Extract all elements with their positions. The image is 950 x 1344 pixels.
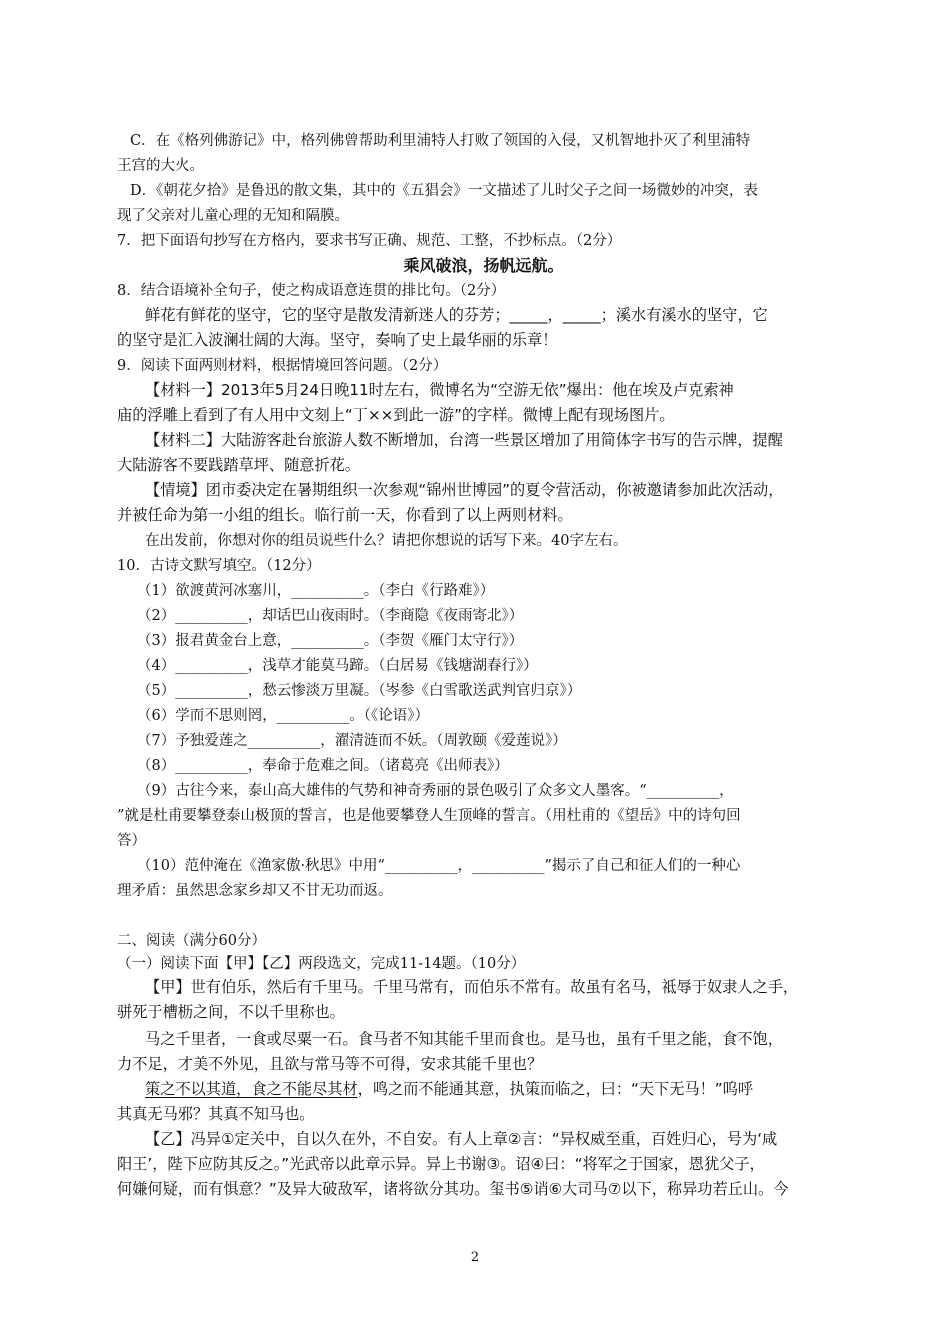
text-line-ja1: 【甲】世有伯乐，然后有千里马。千里马常有，而伯乐不常有。故虽有名马，祗辱于奴隶人之手， [145, 978, 799, 996]
text-line-qjb: 并被任命为第一小组的组长。临行前一天，你看到了以上两则材料。 [117, 506, 573, 524]
underlined-sentence-line [145, 1077, 850, 1101]
text-line-p10a: （10）范仲淹在《渔家傲·秋思》中用“__________，__________”揭示了自己和征人们的一种心 [137, 858, 741, 874]
text-line-p7: （7）予独爱莲之__________，濯清涟而不妖。（周敦颐《爱莲说》） [137, 733, 567, 749]
text-line-ja4: 力不足，才美不外见，且欲与常马等不可得，安求其能千里也？ [117, 1055, 543, 1073]
text-line-p4: （4）__________，浅草才能莫马蹄。（白居易《钱塘湖春行》） [137, 658, 538, 674]
text-line-ja3: 马之千里者，一食或尽粟一石。食马者不知其能千里而食也。是马也，虽有千里之能，食不饱， [145, 1030, 783, 1048]
text-line-q7: 7．把下面语句抄写在方格内，要求书写正确、规范、工整，不抄标点。（2分） [117, 233, 622, 249]
text-line-p10b: 理矛盾：虽然思念家乡却又不甘无功而返。 [117, 883, 393, 899]
text-line-p9c: 答） [117, 833, 146, 849]
text-line-s2a: （一）阅读下面【甲】【乙】两段选文，完成11-14题。（10分） [117, 956, 526, 972]
text-line-q7s: 乘风破浪，扬帆远航。 [403, 256, 564, 275]
text-line-m1b: 庙的浮雕上看到了有人用中文刻上“丁××到此一游”的字样。微博上配有现场图片。 [117, 406, 675, 424]
sentence-rest: ，鸣之而不能通其意，执策而临之，曰：“天下无马！”呜呼 [357, 1080, 754, 1098]
text-line-m2b: 大陆游客不要践踏草坪、随意折花。 [117, 456, 360, 474]
text-line-ja2: 骈死于槽枥之间，不以千里称也。 [117, 1003, 345, 1021]
text-line-q8a: 鲜花有鲜花的坚守，它的坚守是散发清新迷人的芬芳；_____，_____；溪水有溪水的坚守，它 [145, 306, 768, 324]
text-line-p3: （3）报君黄金台上意，__________。（李贺《雁门太守行》） [137, 633, 524, 649]
text-line-m1a: 【材料一】2013年5月24日晚11时左右，微博名为“空游无依”爆出：他在埃及卢克索神 [145, 381, 734, 399]
text-line-yi1: 【乙】冯异①定关中，自以久在外，不自安。有人上章②言：“异权威至重，百姓归心，号为‘咸 [145, 1130, 778, 1148]
text-line-q10: 10．古诗文默写填空。（12分） [117, 558, 321, 574]
text-line-p2: （2）__________，却话巴山夜雨时。（李商隐《夜雨寄北》） [137, 608, 524, 624]
text-line-q8b: 的坚守是汇入波澜壮阔的大海。坚守，奏响了史上最华丽的乐章！ [117, 331, 558, 349]
text-line-c2: 王宫的大火。 [117, 158, 204, 174]
text-line-q9ask: 在出发前，你想对你的组员说些什么？请把你想说的话写下来。40字左右。 [145, 533, 628, 549]
text-line-p5: （5）__________，愁云惨淡万里凝。（岑参《白雪歌送武判官归京》） [137, 683, 582, 699]
text-line-p6: （6）学而不思则罔，__________。（《论语》） [137, 708, 429, 724]
text-line-q9: 9．阅读下面两则材料，根据情境回答问题。（2分） [117, 358, 448, 374]
text-line-p9b: ”就是杜甫要攀登泰山极顶的誓言，也是他要攀登人生顶峰的誓言。（用杜甫的《望岳》中的诗句回 [117, 808, 741, 824]
text-line-yi3: 何嫌何疑，而有惧意？”及异大破敌军，诸将欲分其功。玺书⑤诮⑥大司马⑦以下，称异功若丘山。今 [117, 1180, 789, 1198]
text-line-d2: 现了父亲对儿童心理的无知和隔膜。 [117, 208, 349, 224]
text-line-qja: 【情境】团市委决定在暑期组织一次参观“锦州世博园”的夏令营活动，你被邀请参加此次活动， [145, 481, 784, 499]
text-line-m2a: 【材料二】大陆游客赴台旅游人数不断增加，台湾一些景区增加了用简体字书写的告示牌，提醒 [145, 431, 783, 449]
text-line-ja6: 其真无马邪？其真不知马也。 [117, 1105, 315, 1123]
text-line-p1: （1）欲渡黄河冰塞川，__________。（李白《行路难》） [137, 583, 495, 599]
text-line-yi2: 阳王’，陛下应防其反之。”光武帝以此章示异。异上书谢③。诏④曰：“将军之于国家，恩犹父子， [117, 1155, 765, 1173]
text-line-p8: （8）__________，奉命于危难之间。（诸葛亮《出师表》） [137, 758, 509, 774]
text-line-d1: D．《朝花夕拾》是鲁迅的散文集，其中的《五猖会》一文描述了儿时父子之间一场微妙的冲突，表 [130, 183, 758, 199]
text-line-q8: 8．结合语境补全句子，使之构成语意连贯的排比句。（2分） [117, 283, 506, 299]
page-number: 2 [470, 1250, 480, 1265]
text-line-c1: C．在《格列佛游记》中，格列佛曾帮助利里浦特人打败了领国的入侵，又机智地扑灭了利里浦特 [130, 133, 751, 149]
text-line-s2: 二、阅读（满分60分） [117, 933, 266, 949]
text-line-p9a: （9）古往今来，泰山高大雄伟的气势和神奇秀丽的景色吸引了众多文人墨客。“__________， [137, 783, 734, 799]
underlined-sentence: 策之不以其道，食之不能尽其材 [145, 1080, 358, 1098]
